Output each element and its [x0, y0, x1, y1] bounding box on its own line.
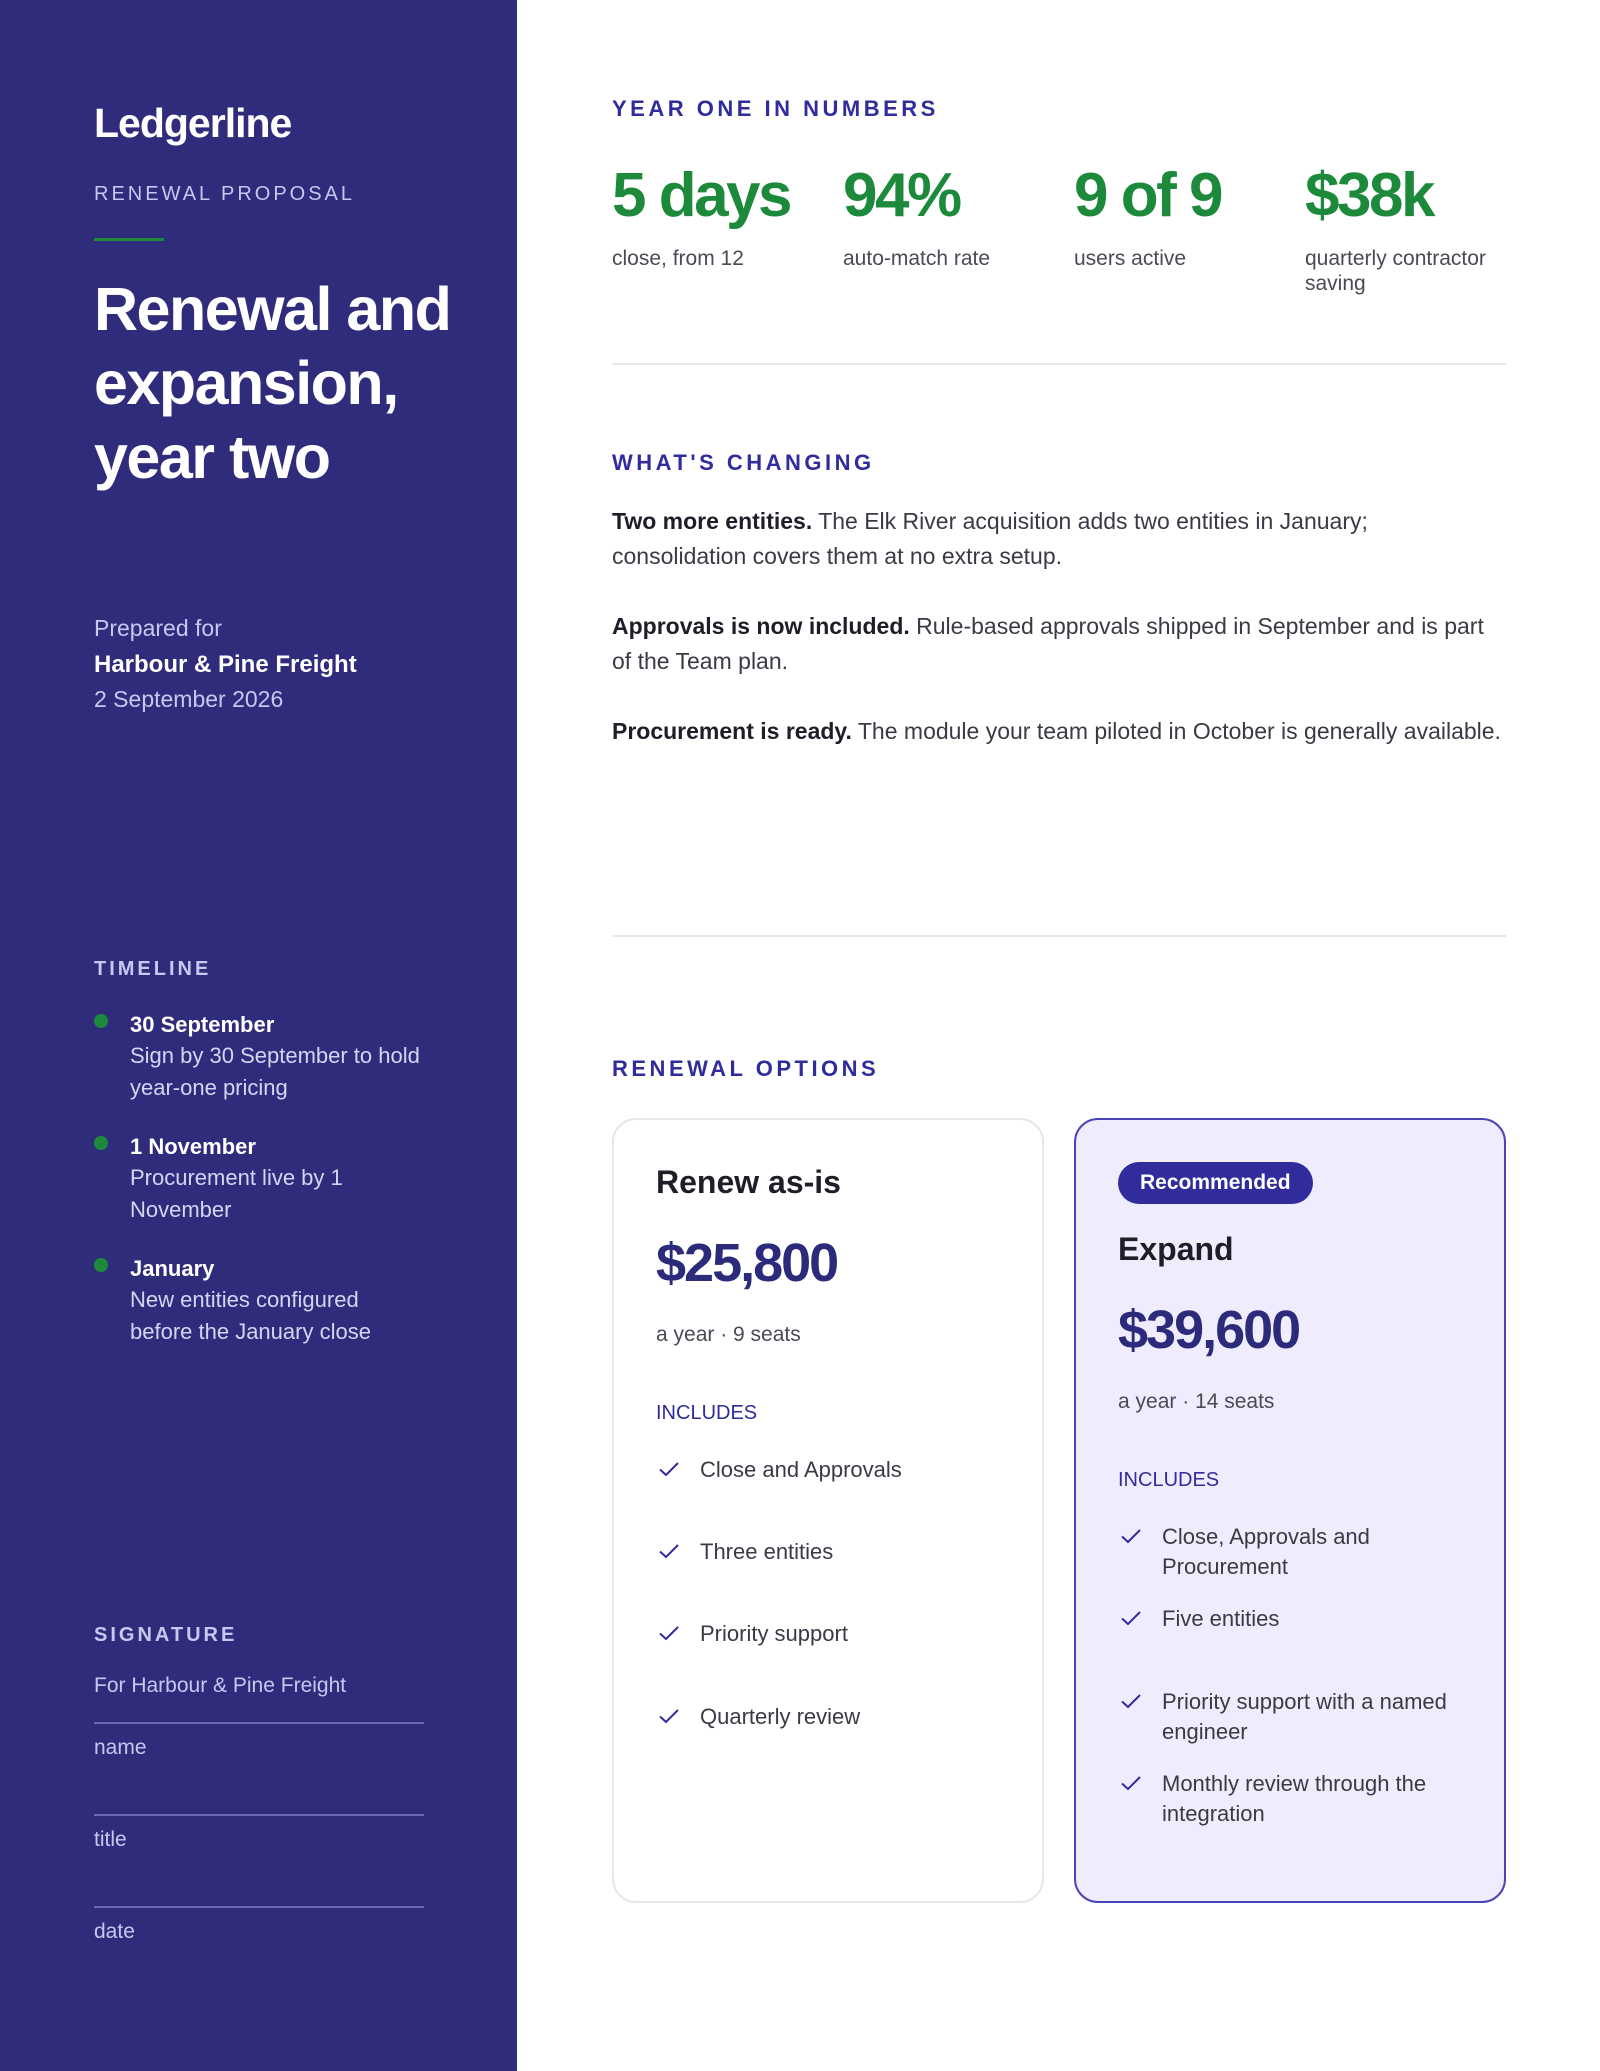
section-divider: [612, 363, 1506, 365]
plan-card-expand[interactable]: [1074, 1118, 1506, 1903]
feature-text: Priority support with a named engineer: [1162, 1689, 1447, 1744]
feature-text: Quarterly review: [700, 1704, 861, 1729]
prepared-for-label: Prepared for: [94, 615, 222, 641]
change-lead: Two more entities.: [612, 508, 813, 534]
change-lead: Procurement is ready.: [612, 718, 852, 744]
recommended-badge: Recommended: [1118, 1162, 1313, 1204]
feature-text: Monthly review through the integration: [1162, 1771, 1427, 1826]
stat-label: auto-match rate: [843, 247, 991, 270]
check-icon: [656, 1703, 682, 1729]
feature-text: Close and Approvals: [700, 1457, 902, 1482]
stat-label: close, from 12: [612, 247, 744, 270]
timeline-item: [94, 1132, 424, 1226]
change-text: Rule-based approvals shipped in September and is part of the Team plan.: [612, 613, 1484, 674]
signature-title-label: title: [94, 1828, 127, 1851]
timeline-dot: [94, 1258, 108, 1272]
stat-label: users active: [1074, 247, 1187, 270]
change-item: [612, 504, 1506, 574]
timeline-date: 30 September: [130, 1012, 275, 1037]
feature-item: [1118, 1522, 1478, 1582]
plan-card-renew[interactable]: [612, 1118, 1044, 1903]
timeline-date: January: [130, 1256, 215, 1281]
stat-value: 5 days: [612, 161, 791, 230]
timeline-text: Sign by 30 September to hold year-one pricing: [130, 1043, 420, 1100]
feature-item: [1118, 1687, 1478, 1747]
feature-item: [1118, 1769, 1478, 1829]
stat-contractor-saving: [1305, 160, 1505, 296]
plan-price: $25,800: [656, 1233, 838, 1293]
signature-date-label: date: [94, 1920, 135, 1943]
plan-term: a year · 14 seats: [1118, 1390, 1275, 1413]
plan-term: a year · 9 seats: [656, 1323, 801, 1346]
brand-logo: Ledgerline: [94, 100, 292, 146]
change-item: [612, 609, 1506, 679]
includes-label: INCLUDES: [656, 1402, 758, 1424]
check-icon: [1118, 1770, 1144, 1796]
sidebar: [0, 0, 517, 2071]
signature-for: For Harbour & Pine Freight: [94, 1674, 347, 1697]
check-icon: [656, 1620, 682, 1646]
stat-value: $38k: [1305, 161, 1433, 230]
accent-rule: [94, 238, 164, 241]
signature-name-label: name: [94, 1736, 147, 1759]
check-icon: [656, 1456, 682, 1482]
change-item: [612, 714, 1506, 749]
feature-item: [656, 1702, 1016, 1732]
stat-value: 94%: [843, 161, 960, 230]
feature-item: [656, 1619, 1016, 1649]
change-text: The module your team piloted in October is generally available.: [851, 718, 1501, 744]
timeline-heading: TIMELINE: [94, 958, 212, 980]
check-icon: [1118, 1523, 1144, 1549]
timeline-dot: [94, 1014, 108, 1028]
feature-item: [656, 1537, 1016, 1567]
document-kicker: RENEWAL PROPOSAL: [94, 183, 356, 205]
stat-close-days: [612, 160, 827, 271]
proposal-date: 2 September 2026: [94, 686, 284, 712]
stats-row: [612, 160, 1506, 320]
feature-text: Close, Approvals and Procurement: [1162, 1524, 1370, 1579]
stat-label: quarterly contractor saving: [1305, 247, 1486, 295]
includes-label: INCLUDES: [1118, 1469, 1220, 1491]
feature-item: [656, 1455, 1016, 1485]
timeline-text: New entities configured before the January close: [130, 1287, 371, 1344]
feature-item: [1118, 1604, 1478, 1634]
stat-users-active: [1074, 160, 1289, 271]
timeline-item: [94, 1010, 424, 1104]
check-icon: [1118, 1688, 1144, 1714]
feature-text: Three entities: [700, 1539, 834, 1564]
signature-date-line[interactable]: [94, 1906, 424, 1908]
plan-name: Renew as-is: [656, 1164, 841, 1200]
client-name: Harbour & Pine Freight: [94, 651, 357, 678]
check-icon: [656, 1538, 682, 1564]
check-icon: [1118, 1605, 1144, 1631]
timeline-text: Procurement live by 1 November: [130, 1165, 343, 1222]
feature-text: Priority support: [700, 1621, 848, 1646]
document-title: Renewal and expansion, year two: [94, 275, 451, 491]
timeline: [94, 1010, 424, 1376]
change-lead: Approvals is now included.: [612, 613, 910, 639]
plan-price: $39,600: [1118, 1300, 1300, 1360]
changes-heading: WHAT'S CHANGING: [612, 450, 875, 475]
signature-title-line[interactable]: [94, 1814, 424, 1816]
options-heading: RENEWAL OPTIONS: [612, 1056, 880, 1081]
section-divider: [612, 935, 1506, 937]
timeline-dot: [94, 1136, 108, 1150]
numbers-heading: YEAR ONE IN NUMBERS: [612, 96, 939, 121]
stat-value: 9 of 9: [1074, 161, 1221, 230]
plan-name: Expand: [1118, 1231, 1234, 1267]
feature-text: Five entities: [1162, 1606, 1280, 1631]
signature-name-line[interactable]: [94, 1722, 424, 1724]
signature-heading: SIGNATURE: [94, 1624, 238, 1646]
stat-auto-match: [843, 160, 1058, 271]
changes-list: [612, 504, 1506, 784]
timeline-date: 1 November: [130, 1134, 256, 1159]
timeline-item: [94, 1254, 424, 1348]
change-text: The Elk River acquisition adds two entities in January; consolidation covers them at no extra setup.: [612, 508, 1368, 569]
